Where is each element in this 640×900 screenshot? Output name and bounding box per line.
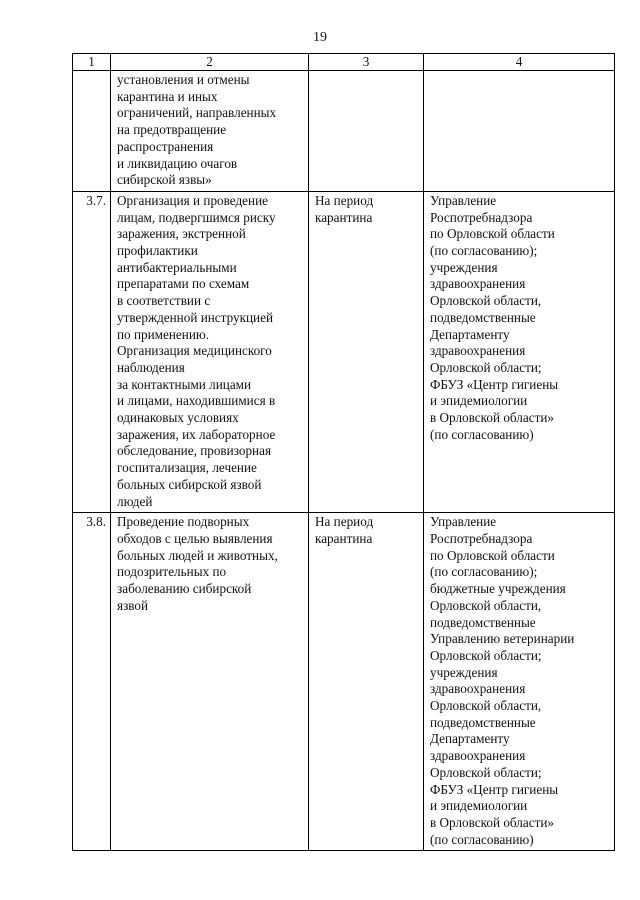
responsible-line: Роспотребнадзора: [430, 530, 533, 546]
responsible-line: здравоохранения: [430, 276, 526, 292]
measure-name-line: утвержденной инструкцией: [117, 309, 274, 325]
period-line: карантина: [315, 530, 373, 546]
measure-name-line: больных людей и животных,: [117, 547, 278, 563]
measure-name-line: по применению.: [117, 326, 210, 342]
period-cell: [309, 513, 424, 851]
measure-name-line: на предотвращение: [117, 122, 227, 138]
responsible-line: (по согласованию);: [430, 243, 538, 259]
responsible-line: ФБУЗ «Центр гигиены: [430, 781, 559, 797]
period-line: На период: [315, 192, 374, 208]
responsible-line: (по согласованию): [430, 831, 534, 847]
measure-name-line: людей: [117, 493, 153, 509]
measure-name-line: одинаковых условиях: [117, 410, 239, 426]
measure-name-line: заболеванию сибирской: [117, 581, 252, 597]
period-cell: [309, 71, 424, 192]
measure-name-line: в соответствии с: [117, 293, 211, 309]
item-number-cell: 3.8.: [73, 513, 111, 851]
measure-name-line: лицам, подвергшимся риску: [117, 209, 276, 225]
measure-name-line: заражения, экстренной: [117, 226, 246, 242]
header-row: [73, 54, 615, 71]
table-row: [73, 191, 615, 512]
measure-name-line: Проведение подворных: [117, 514, 250, 530]
measure-name-cell: [111, 191, 309, 512]
responsible-line: Управление: [430, 192, 497, 208]
page-number: 19: [313, 30, 327, 45]
measure-name-line: язвой: [117, 597, 149, 613]
responsible-line: подведомственные: [430, 309, 536, 325]
measure-name-line: ограничений, направленных: [117, 105, 277, 121]
period-line: На период: [315, 514, 374, 530]
responsible-line: Департаменту: [430, 326, 510, 342]
responsible-line: здравоохранения: [430, 343, 526, 359]
responsible-line: Орловской области;: [430, 764, 542, 780]
responsible-line: Роспотребнадзора: [430, 209, 533, 225]
measure-name-line: карантина и иных: [117, 88, 218, 104]
header-col-2: 2: [111, 54, 309, 71]
measure-name-line: и ликвидацию очагов: [117, 155, 238, 171]
responsible-line: Орловской области;: [430, 647, 542, 663]
measure-name-line: сибирской язвы»: [117, 172, 212, 188]
measure-name-line: обходов с целью выявления: [117, 530, 273, 546]
measure-name-cell: [111, 513, 309, 851]
measure-name-cell: [111, 71, 309, 192]
table-header: [73, 54, 615, 71]
period-cell: [309, 191, 424, 512]
responsible-line: Орловской области,: [430, 597, 542, 613]
responsible-cell: [424, 191, 615, 512]
responsible-line: и эпидемиологии: [430, 798, 528, 814]
measure-name-line: заражения, их лабораторное: [117, 426, 276, 442]
responsible-line: (по согласованию);: [430, 564, 538, 580]
responsible-line: по Орловской области: [430, 547, 555, 563]
responsible-line: Департаменту: [430, 731, 510, 747]
table-body: [73, 71, 615, 851]
responsible-line: в Орловской области»: [430, 814, 555, 830]
responsible-line: здравоохранения: [430, 681, 526, 697]
header-col-1: 1: [73, 54, 111, 71]
responsible-line: ФБУЗ «Центр гигиены: [430, 376, 559, 392]
responsible-cell: [424, 71, 615, 192]
responsible-line: подведомственные: [430, 714, 536, 730]
period-line: карантина: [315, 209, 373, 225]
table-row: [73, 71, 615, 192]
responsible-line: подведомственные: [430, 614, 536, 630]
measure-name-line: госпитализация, лечение: [117, 460, 257, 476]
responsible-line: и эпидемиологии: [430, 393, 528, 409]
measure-name-line: профилактики: [117, 243, 198, 259]
responsible-line: по Орловской области: [430, 226, 555, 242]
measure-name-line: за контактными лицами: [117, 376, 252, 392]
measure-name-line: препаратами по схемам: [117, 276, 250, 292]
measure-name-line: распространения: [117, 138, 214, 154]
measure-name-line: Организация медицинского: [117, 343, 272, 359]
responsible-line: учреждения: [430, 259, 498, 275]
measure-name-line: больных сибирской язвой: [117, 476, 262, 492]
header-col-3: 3: [309, 54, 424, 71]
measure-name-line: Организация и проведение: [117, 192, 268, 208]
measure-name-line: обследование, провизорная: [117, 443, 272, 459]
measure-name-line: и лицами, находившимися в: [117, 393, 276, 409]
responsible-line: Орловской области,: [430, 698, 542, 714]
header-col-4: 4: [424, 54, 615, 71]
measure-name-line: подозрительных по: [117, 564, 227, 580]
responsible-line: учреждения: [430, 664, 498, 680]
responsible-line: Орловской области,: [430, 293, 542, 309]
responsible-line: бюджетные учреждения: [430, 581, 566, 597]
measures-table: [72, 53, 615, 851]
responsible-line: здравоохранения: [430, 748, 526, 764]
table-row: [73, 513, 615, 851]
item-number-cell: [73, 71, 111, 192]
measure-name-line: наблюдения: [117, 359, 185, 375]
responsible-line: в Орловской области»: [430, 410, 555, 426]
responsible-cell: [424, 513, 615, 851]
measure-name-line: антибактериальными: [117, 259, 237, 275]
measure-name-line: установления и отмены: [117, 72, 250, 87]
item-number-cell: 3.7.: [73, 191, 111, 512]
responsible-line: Орловской области;: [430, 359, 542, 375]
responsible-line: Управлению ветеринарии: [430, 631, 575, 647]
responsible-line: (по согласованию): [430, 426, 534, 442]
responsible-line: Управление: [430, 514, 497, 530]
